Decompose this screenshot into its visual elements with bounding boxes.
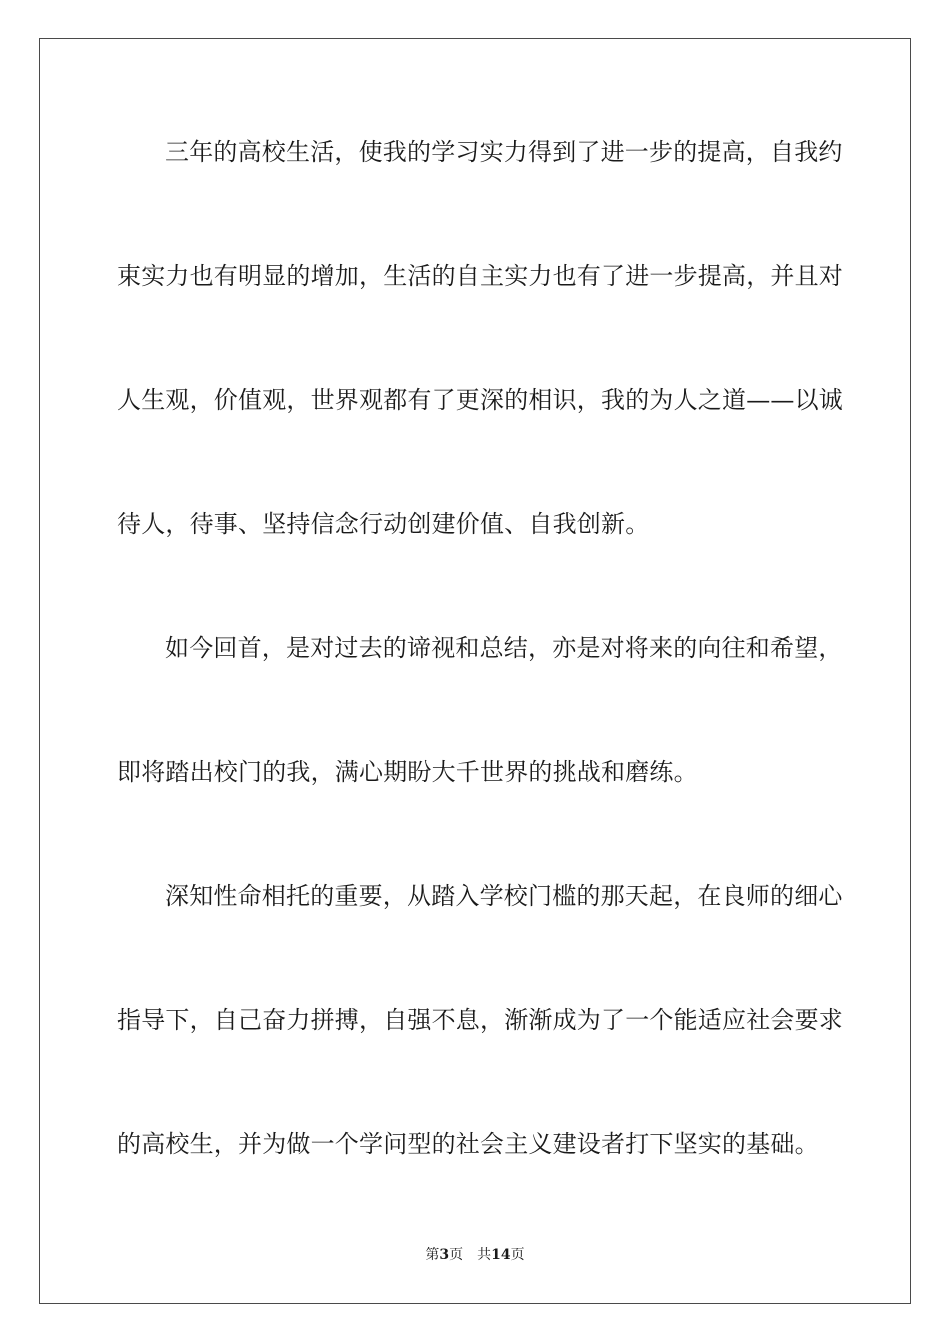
footer-total-prefix: 共: [477, 1247, 492, 1263]
paragraph-3-line-3: 的高校生，并为做一个学问型的社会主义建设者打下坚实的基础。: [117, 1130, 819, 1158]
paragraph-3-line-1: 深知性命相托的重要，从踏入学校门槛的那天起，在良师的细心: [165, 882, 843, 910]
paragraph-1-line-3: 人生观，价值观，世界观都有了更深的相识，我的为人之道——以诚: [117, 386, 843, 414]
paragraph-1-line-2: 束实力也有明显的增加，生活的自主实力也有了进一步提高，并且对: [117, 262, 843, 290]
paragraph-1-line-1: 三年的高校生活，使我的学习实力得到了进一步的提高，自我约: [165, 138, 843, 166]
paragraph-3-line-2: 指导下，自己奋力拼搏，自强不息，渐渐成为了一个能适应社会要求: [117, 1006, 843, 1034]
footer-total-suffix: 页: [510, 1247, 525, 1263]
current-page-number: 3: [439, 1247, 450, 1263]
page-footer: [0, 1246, 950, 1264]
paragraph-1-line-4: 待人，待事、坚持信念行动创建价值、自我创新。: [117, 510, 650, 538]
total-page-count: 14: [491, 1247, 511, 1263]
paragraph-2-line-2: 即将踏出校门的我，满心期盼大千世界的挑战和磨练。: [117, 758, 698, 786]
footer-page-suffix: 页: [449, 1247, 464, 1263]
footer-prefix: 第: [425, 1247, 440, 1263]
page-border: [39, 38, 911, 1304]
paragraph-2-line-1: 如今回首，是对过去的谛视和总结，亦是对将来的向往和希望，: [165, 634, 843, 662]
